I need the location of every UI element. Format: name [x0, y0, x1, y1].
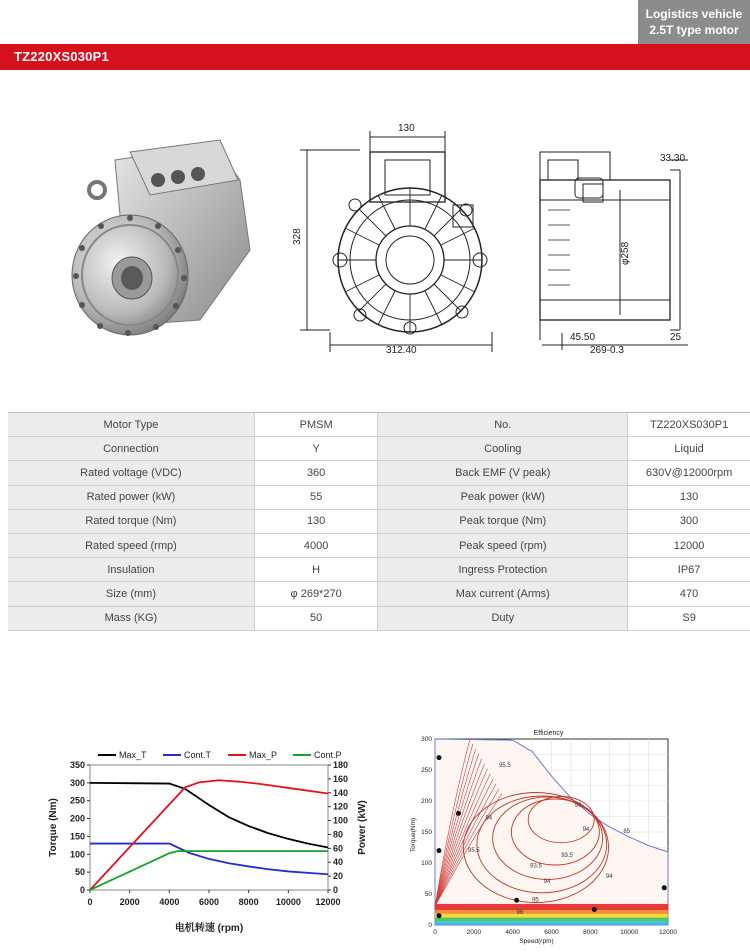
contour-label: 93.5	[530, 863, 542, 870]
legend-label: Max_P	[249, 750, 278, 760]
contour-label: 95.5	[499, 762, 511, 769]
x-axis-label: 电机转速 (rpm)	[174, 923, 244, 934]
operating-point	[437, 755, 442, 760]
x-axis-label: Speed(rpm)	[519, 938, 554, 945]
operating-point	[437, 913, 442, 918]
spec-label: Duty	[378, 606, 628, 630]
spec-value: 360	[254, 461, 378, 485]
spec-value: TZ220XS030P1	[628, 413, 750, 437]
x-tick-label: 6000	[544, 929, 559, 936]
motor-photo	[72, 140, 250, 336]
category-badge	[638, 0, 750, 44]
spec-value: H	[254, 558, 378, 582]
y-tick-label: 0	[428, 922, 432, 929]
contour-label: 85	[623, 829, 631, 836]
spec-row	[8, 533, 750, 557]
y2-tick-label: 160	[333, 773, 349, 784]
contour-label: 93.5	[561, 852, 573, 859]
series-line-maxt	[90, 783, 328, 848]
contour-label: 94	[543, 878, 551, 885]
spec-label: Size (mm)	[8, 582, 254, 606]
y-tick-label: 350	[69, 760, 85, 770]
model-bar	[0, 44, 750, 70]
contour-label: 95.5	[468, 847, 480, 854]
spec-label: Rated speed (rmp)	[8, 533, 254, 557]
spec-value: 130	[628, 485, 750, 509]
operating-point	[437, 848, 442, 853]
x-tick-label: 2000	[466, 929, 482, 936]
operating-point	[514, 898, 519, 903]
category-line2: 2.5T type motor	[649, 23, 739, 37]
spec-label: Rated power (kW)	[8, 485, 254, 509]
efficiency-band	[435, 918, 668, 922]
y-axis-label: Torque(Nm)	[410, 817, 417, 853]
efficiency-band	[435, 921, 668, 925]
y-axis-label: Torque (Nm)	[48, 798, 59, 857]
y-tick-label: 300	[69, 777, 85, 788]
spec-label: No.	[378, 413, 628, 437]
y-tick-label: 50	[424, 891, 432, 898]
spec-row	[8, 437, 750, 461]
spec-value: S9	[628, 606, 750, 630]
spec-value: 630V@12000rpm	[628, 461, 750, 485]
spec-value: PMSM	[254, 413, 378, 437]
dim-top: 130	[398, 123, 415, 134]
operating-point	[662, 885, 667, 890]
chart-title: Efficiency	[533, 730, 564, 737]
contour-label: 94	[605, 873, 613, 880]
spec-table	[8, 412, 750, 631]
spec-label: Mass (KG)	[8, 606, 254, 630]
spec-label: Insulation	[8, 558, 254, 582]
model-title: TZ220XS030P1	[14, 49, 109, 64]
spec-row	[8, 413, 750, 437]
spec-row	[8, 606, 750, 630]
x-tick-label: 6000	[198, 897, 220, 907]
spec-label: Peak speed (rpm)	[378, 533, 628, 557]
x-tick-label: 12000	[658, 929, 678, 936]
y-tick-label: 100	[421, 860, 432, 867]
product-drawings	[0, 100, 750, 400]
legend-label: Max_T	[119, 750, 147, 760]
spec-label: Motor Type	[8, 413, 254, 437]
dim-right-top: 33.30	[660, 153, 686, 164]
side-view-drawing	[540, 152, 688, 350]
y2-tick-label: 100	[333, 815, 349, 826]
legend-label: Cont.T	[184, 750, 212, 760]
efficiency-band	[435, 914, 668, 918]
category-line1: Logistics vehicle	[645, 7, 743, 21]
contour-label: 94	[485, 815, 493, 822]
front-view-drawing	[300, 131, 492, 352]
spec-label: Rated voltage (VDC)	[8, 461, 254, 485]
spec-label: Rated torque (Nm)	[8, 509, 254, 533]
contour-label: 96	[516, 909, 524, 916]
x-tick-label: 2000	[119, 897, 140, 907]
spec-value: Y	[254, 437, 378, 461]
spec-row	[8, 582, 750, 606]
y-tick-label: 150	[421, 829, 432, 836]
dim-offset: 45.50	[570, 332, 596, 343]
spec-label: Max current (Arms)	[378, 582, 628, 606]
series-line-contt	[90, 844, 328, 875]
x-tick-label: 10000	[275, 897, 301, 907]
spec-row	[8, 485, 750, 509]
efficiency-band	[435, 910, 668, 914]
spec-value: Liquid	[628, 437, 750, 461]
spec-value: φ 269*270	[254, 582, 378, 606]
x-tick-label: 10000	[620, 929, 639, 936]
dim-height: 328	[292, 228, 303, 245]
x-tick-label: 0	[433, 929, 437, 936]
series-line-contp	[90, 851, 328, 890]
spec-value: IP67	[628, 558, 750, 582]
y2-tick-label: 0	[333, 885, 339, 895]
contour-label: 94	[582, 826, 590, 833]
spec-value: 55	[254, 485, 378, 509]
y2-tick-label: 40	[333, 857, 344, 868]
torque-power-chart	[40, 745, 380, 945]
x-tick-label: 8000	[238, 897, 259, 907]
y-tick-label: 200	[69, 813, 85, 824]
spec-value: 300	[628, 509, 750, 533]
y-tick-label: 150	[69, 831, 85, 842]
dim-end: 25	[670, 332, 682, 343]
operating-point	[592, 907, 597, 912]
y2-tick-label: 140	[333, 787, 349, 798]
y-tick-label: 200	[421, 798, 432, 805]
spec-label: Ingress Protection	[378, 558, 628, 582]
x-tick-label: 4000	[505, 929, 520, 936]
y2-tick-label: 120	[333, 801, 349, 812]
top-bar	[0, 0, 750, 44]
spec-value: 130	[254, 509, 378, 533]
contour-label: 90	[574, 803, 582, 810]
y-tick-label: 100	[69, 849, 85, 860]
y2-tick-label: 20	[333, 871, 344, 882]
spec-value: 50	[254, 606, 378, 630]
x-tick-label: 4000	[159, 897, 180, 907]
y2-tick-label: 80	[333, 829, 344, 840]
y2-axis-label: Power (kW)	[357, 800, 368, 855]
spec-row	[8, 558, 750, 582]
dim-diameter: φ258	[620, 241, 631, 265]
x-tick-label: 12000	[315, 897, 341, 907]
x-tick-label: 0	[87, 897, 93, 907]
contour-label: 95	[532, 897, 539, 904]
y-tick-label: 0	[79, 885, 85, 895]
spec-label: Peak power (kW)	[378, 485, 628, 509]
y2-tick-label: 60	[333, 843, 344, 854]
spec-row	[8, 509, 750, 533]
dim-length: 269-0.3	[590, 345, 624, 356]
spec-label: Connection	[8, 437, 254, 461]
spec-label: Cooling	[378, 437, 628, 461]
spec-value: 12000	[628, 533, 750, 557]
x-tick-label: 8000	[583, 929, 598, 936]
efficiency-map-chart	[405, 725, 685, 947]
legend-label: Cont.P	[314, 750, 342, 760]
y-tick-label: 300	[421, 736, 432, 743]
y-tick-label: 50	[74, 867, 85, 878]
spec-label: Back EMF (V peak)	[378, 461, 628, 485]
efficiency-band	[435, 904, 668, 910]
y2-tick-label: 180	[333, 760, 349, 770]
dim-width: 312.40	[386, 345, 417, 356]
spec-row	[8, 461, 750, 485]
y-tick-label: 250	[421, 767, 432, 774]
y-tick-label: 250	[69, 795, 85, 806]
operating-point	[456, 811, 461, 816]
spec-value: 470	[628, 582, 750, 606]
spec-label: Peak torque (Nm)	[378, 509, 628, 533]
spec-value: 4000	[254, 533, 378, 557]
